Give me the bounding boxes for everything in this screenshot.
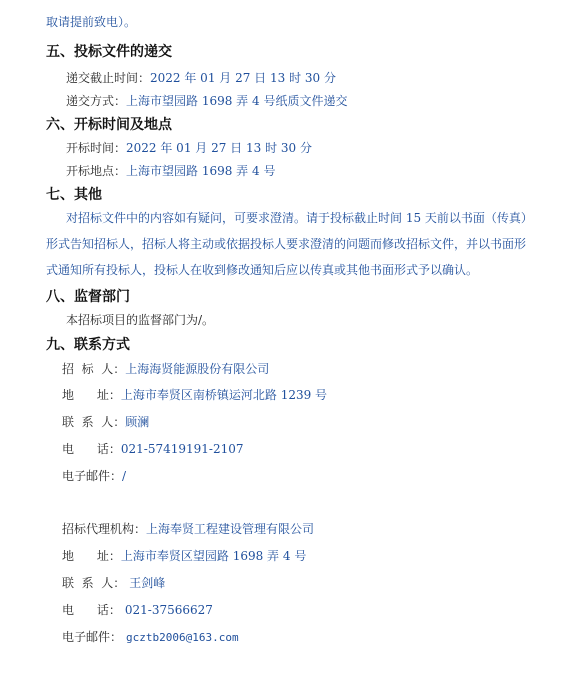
opening-time-value: 2022 年 01 月 27 日 13 时 30 分 [126,141,312,155]
other-paragraph-line-3: 式通知所有投标人，投标人在收到修改通知后应以传真或其他书面形式予以确认。 [46,263,479,277]
tenderer-phone-label: 电 话： [62,442,121,456]
section-6-heading: 六、开标时间及地点 [46,117,172,133]
section-9-heading: 九、联系方式 [46,337,130,353]
section-7-heading: 七、其他 [46,187,102,203]
deadline-label: 递交截止时间： [66,71,151,85]
agency-email-value[interactable]: gcztb2006@163.com [126,631,239,644]
tenderer-email-label: 电子邮件： [62,469,123,483]
agency-phone-value: 021-37566627 [124,603,213,617]
supervision-text: 本招标项目的监督部门为/。 [66,313,215,327]
tenderer-name-label: 招 标 人： [62,362,126,376]
other-paragraph-line-2: 形式告知招标人，招标人将主动或依据投标人要求澄清的问题而修改招标文件，并以书面形 [46,237,527,251]
submit-method-label: 递交方式： [66,94,127,108]
submit-method-row [66,93,347,109]
opening-place-row [66,163,275,179]
agency-name-row [62,521,314,537]
opening-place-value: 上海市望园路 1698 弄 4 号 [126,164,276,178]
agency-email-row [62,629,239,646]
agency-contact-label: 联 系 人： [62,576,126,590]
tenderer-email-value: / [122,469,127,483]
submit-method-value: 上海市望园路 1698 弄 4 号纸质文件递交 [126,94,348,108]
opening-time-row [66,140,312,156]
agency-contact-row [62,575,165,591]
agency-phone-row [62,602,213,618]
tenderer-address-value: 上海市奉贤区南桥镇运河北路 1239 号 [120,388,328,402]
agency-phone-label: 电 话： [62,603,121,617]
section-5-heading: 五、投标文件的递交 [46,44,172,60]
tenderer-name-row [62,361,269,377]
section-8-heading: 八、监督部门 [46,289,130,305]
agency-contact-value: 王剑峰 [129,576,166,590]
tenderer-address-row [62,387,327,403]
other-paragraph-line-1: 对招标文件中的内容如有疑问，可要求澄清。请于投标截止时间 15 天前以书面（传真） [66,211,533,225]
tenderer-phone-value: 021-57419191-2107 [120,442,244,456]
agency-address-row [62,548,306,564]
tenderer-contact-value: 顾澜 [125,415,150,429]
opening-time-label: 开标时间： [66,141,127,155]
agency-name-label: 招标代理机构： [62,522,147,536]
agency-name-value: 上海奉贤工程建设管理有限公司 [146,522,315,536]
tenderer-contact-label: 联 系 人： [62,415,126,429]
top-fragment: 取请提前致电）。 [46,15,137,29]
tenderer-contact-row [62,414,149,430]
tenderer-name-value: 上海海贤能源股份有限公司 [125,362,270,376]
tenderer-address-label: 地 址： [62,388,121,402]
deadline-value: 2022 年 01 月 27 日 13 时 30 分 [150,71,336,85]
tenderer-email-row [62,468,126,484]
tenderer-phone-row [62,441,244,457]
agency-address-value: 上海市奉贤区望园路 1698 弄 4 号 [120,549,307,563]
agency-address-label: 地 址： [62,549,121,563]
agency-email-label: 电子邮件： [62,630,123,644]
opening-place-label: 开标地点： [66,164,127,178]
deadline-row [66,70,336,86]
